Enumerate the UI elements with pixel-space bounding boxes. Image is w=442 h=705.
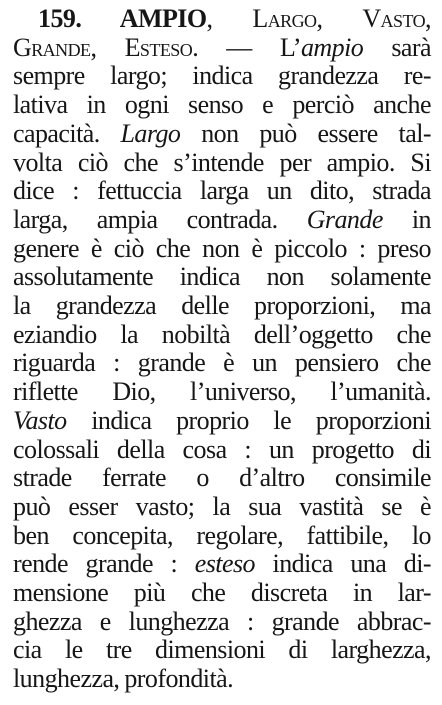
entry-heading: 159. AMPIO [38,4,207,33]
emphasized-term: Grande [306,204,383,234]
text-segment: larga, ampia contrada. [13,204,307,234]
synonym-term: Vasto [362,4,426,33]
text-segment: ghezza e lunghezza : grande abbrac- [13,606,431,636]
text-segment: sarà [363,32,432,62]
text-segment: , [206,4,253,33]
text-segment: indica proprio le proporzioni [66,405,431,435]
text-segment: in [382,204,432,234]
text-segment: . — L’ [192,32,301,62]
text-segment: mensione più che discreta in lar- [13,578,431,607]
emphasized-term: Vasto [13,405,67,435]
text-segment: colossali della cosa : un progetto di [13,434,431,464]
synonym-term: Largo [252,4,317,33]
synonym-term: Grande [13,32,91,62]
emphasized-term: esteso [194,549,255,579]
text-segment: cia le tre dimensioni di larghezza, [13,635,431,665]
text-segment: può esser vasto; la sua vastità se è [13,491,431,521]
text-segment: la grandezza delle proporzioni, ma [13,291,431,320]
text-segment: , [90,32,125,62]
text-segment: riflette Dio, l’universo, l’umanità. [13,377,431,407]
text-segment: lativa in ogni senso e perciò anche [13,90,431,120]
text-segment: rende grande : [13,549,195,579]
text-segment: indica una di- [255,549,431,579]
synonym-term: Esteso [124,32,193,62]
text-segment: genere è ciò che non è piccolo : preso [13,233,431,263]
text-line [13,662,431,696]
text-segment: , [316,4,363,33]
text-segment: , [425,4,431,33]
text-segment: sempre largo; indica grandezza re- [13,61,431,91]
text-segment: volta ciò che s’intende per ampio. Si [13,147,431,177]
text-segment: riguarda : grande è un pensiero che [13,348,431,378]
text-segment: ben concepita, regolare, fattibile, lo [13,520,431,550]
emphasized-term: Largo [120,118,181,148]
text-segment: capacità. [13,118,121,148]
text-segment: assolutamente indica non solamente [13,262,431,292]
emphasized-term: ampio [300,32,364,62]
text-segment: eziandio la nobiltà dell’oggetto che [13,319,431,349]
text-segment: dice : fettuccia larga un dito, strada [13,176,431,206]
text-segment: strade ferrate o d’altro consimile [13,463,431,493]
text-segment: lunghezza, profondità. [13,664,234,694]
text-segment: non può essere tal- [180,118,431,148]
